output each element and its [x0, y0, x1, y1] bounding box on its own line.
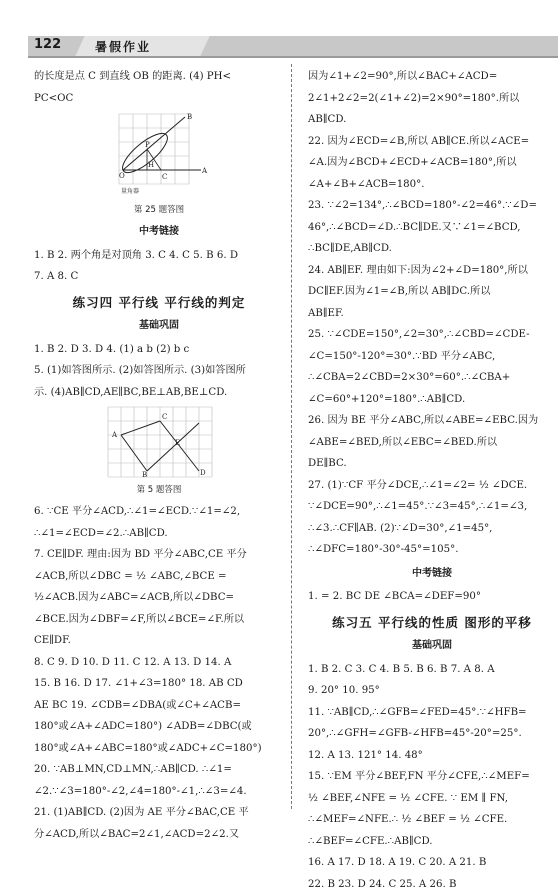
answer-line: 180°或∠A+∠ABC=180°或∠ADC+∠C=180°): [34, 738, 284, 760]
svg-text:A: A: [111, 431, 118, 439]
left-column: [34, 66, 284, 845]
figure-5: [100, 403, 218, 481]
answer-line: 1. = 2. BC DE ∠BCA=∠DEF=90°: [308, 586, 556, 608]
svg-text:C: C: [162, 173, 167, 181]
svg-text:B: B: [142, 471, 147, 479]
text-line: 的长度是点 C 到直线 OB 的距离. (4) PH<: [34, 66, 284, 88]
svg-text:E: E: [175, 439, 180, 447]
answer-line: 5. (1)如答图所示. (2)如答图所示. (3)如答图所: [34, 360, 284, 382]
answer-line: 15. ∵EM 平分∠BEF,FN 平分∠CFE,∴∠MEF=: [308, 766, 556, 788]
answer-line: 26. 因为 BE 平分∠ABC,所以∠ABE=∠EBC.因为: [308, 410, 556, 432]
answer-line: 11. ∵AB∥CD,∴∠GFB=∠FED=45°.∵∠HFB=: [308, 702, 556, 724]
column-divider: [291, 64, 293, 809]
answer-line: 1. B 2. C 3. C 4. B 5. B 6. B 7. A 8. A: [308, 659, 556, 681]
text-line: PC<OC: [34, 88, 284, 110]
answer-line: ∠A+∠B+∠ACB=180°.: [308, 174, 556, 196]
answer-line: 16. A 17. D 18. A 19. C 20. A 21. B: [308, 852, 556, 874]
section-title: 练习五 平行线的性质 图形的平移: [308, 612, 556, 634]
answer-line: 因为∠1+∠2=90°,所以∠BAC+∠ACD=: [308, 66, 556, 88]
answer-line: ∠2.∵∠3=180°-∠2,∠4=180°-∠1,∴∠3=∠4.: [34, 781, 284, 803]
answer-line: 15. B 16. D 17. ∠1+∠3=180° 18. AB CD: [34, 673, 284, 695]
answer-line: 示. (4)AB∥CD,AE∥BC,BE⊥AB,BE⊥CD.: [34, 382, 284, 404]
subheading: 中考链接: [34, 221, 284, 243]
answer-line: ∠BCE.因为∠DBF=∠F,所以∠BCE=∠F.所以: [34, 609, 284, 631]
answer-line: AB∥CD.: [308, 109, 556, 131]
answer-line: CE∥DF.: [34, 630, 284, 652]
page-number: 122: [34, 37, 61, 52]
right-column: [308, 66, 556, 895]
subheading: 中考链接: [308, 563, 556, 585]
answer-line: 27. (1)∵CF 平分∠DCE,∴∠1=∠2= ½ ∠DCE.: [308, 475, 556, 497]
answer-line: 20°,∴∠GFH=∠GFB-∠HFB=45°-20°=25°.: [308, 723, 556, 745]
subheading: 基础巩固: [308, 635, 556, 657]
answer-line: ∴BC∥DE,AB∥CD.: [308, 238, 556, 260]
figure-caption: 第 5 题答图: [34, 483, 284, 497]
answer-line: 46°,∴∠BCD=∠D.∴BC∥DE.又∵∠1=∠BCD,: [308, 217, 556, 239]
answer-line: 6. ∵CE 平分∠ACD,∴∠1=∠ECD.∵∠1=∠2,: [34, 501, 284, 523]
answer-line: 23. ∵∠2=134°,∴∠BCD=180°-∠2=46°.∵∠D=: [308, 195, 556, 217]
page-header: [0, 0, 560, 58]
answer-line: DE∥BC.: [308, 453, 556, 475]
answer-line: 1. B 2. D 3. D 4. (1) a b (2) b c: [34, 339, 284, 361]
answer-line: ∠ACB,所以∠DBC = ½ ∠ABC,∠BCE =: [34, 566, 284, 588]
answer-line: ∠C=150°-120°=30°.∵BD 平分∠ABC,: [308, 346, 556, 368]
answer-line: AE BC 19. ∠CDB=∠DBA(或∠C+∠ACB=: [34, 695, 284, 717]
answer-line: 9. 20° 10. 95°: [308, 680, 556, 702]
answer-line: 25. ∵∠CDE=150°,∠2=30°,∴∠CBD=∠CDE-: [308, 324, 556, 346]
answer-line: ∠C=60°+120°=180°.∴AB∥CD.: [308, 389, 556, 411]
answer-line: 21. (1)AB∥CD. (2)因为 AE 平分∠BAC,CE 平: [34, 802, 284, 824]
answer-line: ½ ∠BEF,∠NFE = ½ ∠CFE. ∵ EM ∥ FN,: [308, 788, 556, 810]
svg-text:A: A: [201, 167, 208, 175]
answer-line: 2∠1+2∠2=2(∠1+∠2)=2×90°=180°.所以: [308, 88, 556, 110]
section-title: 练习四 平行线 平行线的判定: [34, 292, 284, 314]
header-stripe: [28, 56, 558, 58]
answer-line: 8. C 9. D 10. D 11. C 12. A 13. D 14. A: [34, 652, 284, 674]
svg-text:H: H: [148, 161, 154, 169]
svg-text:P: P: [145, 141, 150, 149]
answer-line: 20. ∵AB⊥MN,CD⊥MN,∴AB∥CD. ∴∠1=: [34, 759, 284, 781]
answer-line: 7. CE∥DF. 理由:因为 BD 平分∠ABC,CE 平分: [34, 544, 284, 566]
answer-line: ∴∠MEF=∠NFE.∴ ½ ∠BEF = ½ ∠CFE.: [308, 809, 556, 831]
answer-line: 分∠ACD,所以∠BAC=2∠1,∠ACD=2∠2.又: [34, 824, 284, 846]
answer-line: AB∥EF.: [308, 303, 556, 325]
book-title: 暑假作业: [95, 38, 151, 55]
answer-line: ∴∠3.∴CF∥AB. (2)∵∠D=30°,∠1=45°,: [308, 518, 556, 540]
svg-text:D: D: [200, 469, 206, 477]
answer-line: 180°或∠A+∠ADC=180°) ∠ADB=∠DBC(或: [34, 716, 284, 738]
answer-line: 22. B 23. D 24. C 25. A 26. B: [308, 874, 556, 895]
answer-line: ∠ABE=∠BED,所以∠EBC=∠BED.所以: [308, 432, 556, 454]
svg-text:O: O: [119, 172, 125, 180]
answer-line: ∴∠DFC=180°-30°-45°=105°.: [308, 539, 556, 561]
answer-line: ∴∠BEF=∠CFE.∴AB∥CD.: [308, 831, 556, 853]
answer-line: 22. 因为∠ECD=∠B,所以 AB∥CE.所以∠ACE=: [308, 131, 556, 153]
answer-line: ∴∠CBA=2∠CBD=2×30°=60°.∴∠CBA+: [308, 367, 556, 389]
answer-line: ∴∠1=∠ECD=∠2.∴AB∥CD.: [34, 523, 284, 545]
answer-line: 7. A 8. C: [34, 266, 284, 288]
svg-text:B: B: [187, 113, 192, 121]
figure-25: [109, 109, 209, 201]
subheading: 基础巩固: [34, 315, 284, 337]
figure-caption: 第 25 题答图: [34, 203, 284, 217]
answer-line: 12. A 13. 121° 14. 48°: [308, 745, 556, 767]
answer-line: ∵∠DCE=90°,∴∠1=45°.∵∠3=45°,∴∠1=∠3,: [308, 496, 556, 518]
answer-line: ∠A.因为∠BCD+∠ECD+∠ACB=180°,所以: [308, 152, 556, 174]
answer-line: ½∠ACB.因为∠ABC=∠ACB,所以∠DBC=: [34, 587, 284, 609]
answer-line: 24. AB∥EF. 理由如下:因为∠2+∠D=180°,所以: [308, 260, 556, 282]
answer-line: 1. B 2. 两个角是对顶角 3. C 4. C 5. B 6. D: [34, 245, 284, 267]
answer-line: DC∥EF.因为∠1=∠B,所以 AB∥DC.所以: [308, 281, 556, 303]
protractor-note: 量角器: [121, 187, 139, 195]
svg-text:C: C: [162, 413, 167, 421]
